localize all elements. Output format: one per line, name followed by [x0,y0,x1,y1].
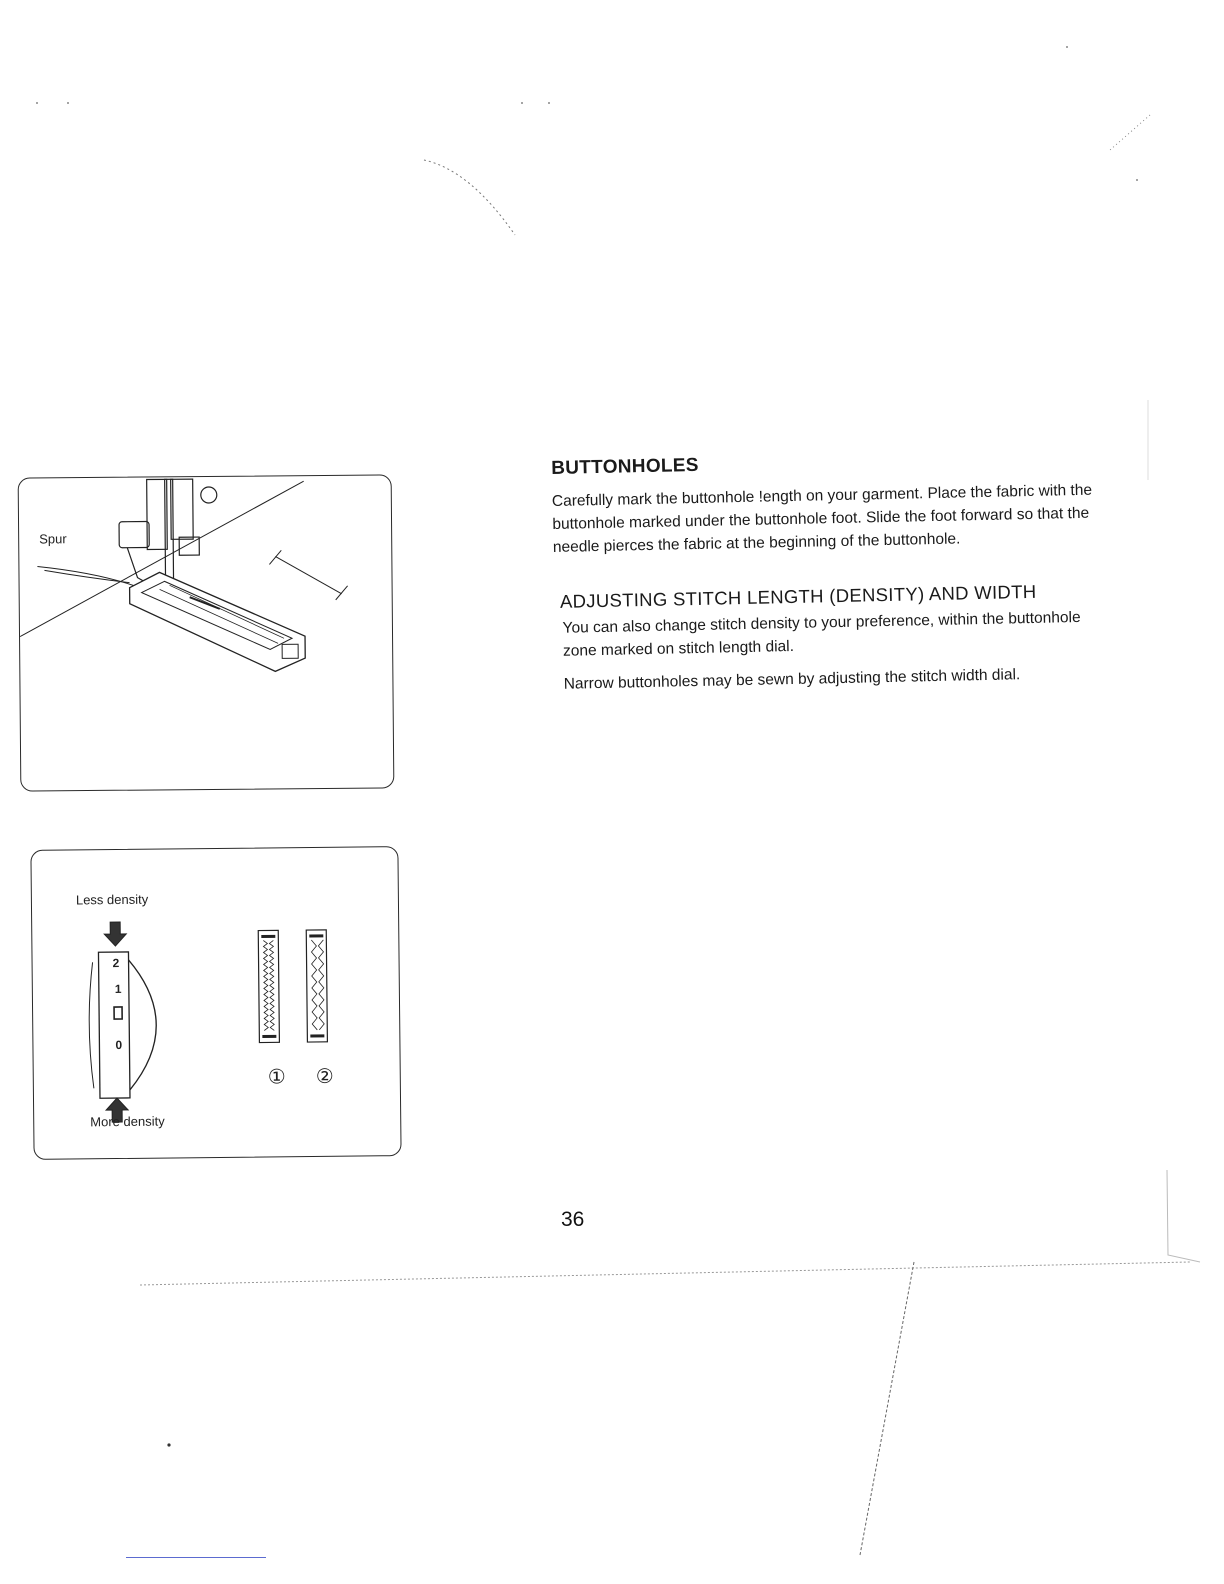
footer-rule [126,1557,266,1558]
subsection-title: ADJUSTING STITCH LENGTH (DENSITY) AND WIDTH [559,580,1037,612]
buttonhole-number-1: ① [267,1066,286,1089]
subsection-paragraph: Narrow buttonholes may be sewn by adjusting the stitch width dial. [563,666,1021,693]
section-title: BUTTONHOLES [551,454,699,479]
subsection-paragraph: You can also change stitch density to your preference, within the buttonhole zone marked on stitch length dial. [562,608,1081,660]
dial-mark-1: 1 [114,981,122,997]
instructions-text [551,447,1104,706]
more-density-label: More density [90,1113,165,1130]
section-intro: Carefully mark the buttonhole !ength on your garment. Place the fabric with the buttonhole marked under the buttonhole foot. Slide the foot forward so that the needle pierces the fabric at the beginning of the buttonhole. [551,481,1093,556]
less-density-label: Less density [75,891,149,908]
spur-label: Spur [39,531,67,547]
page-number: 36 [561,1208,585,1231]
dial-mark-0: 0 [115,1037,123,1053]
stitch-density-figure [30,846,401,1160]
dial-mark-2: 2 [112,956,120,971]
buttonhole-number-2: ② [315,1065,334,1088]
presser-foot-illustration [19,475,394,790]
presser-foot-figure [18,474,395,791]
